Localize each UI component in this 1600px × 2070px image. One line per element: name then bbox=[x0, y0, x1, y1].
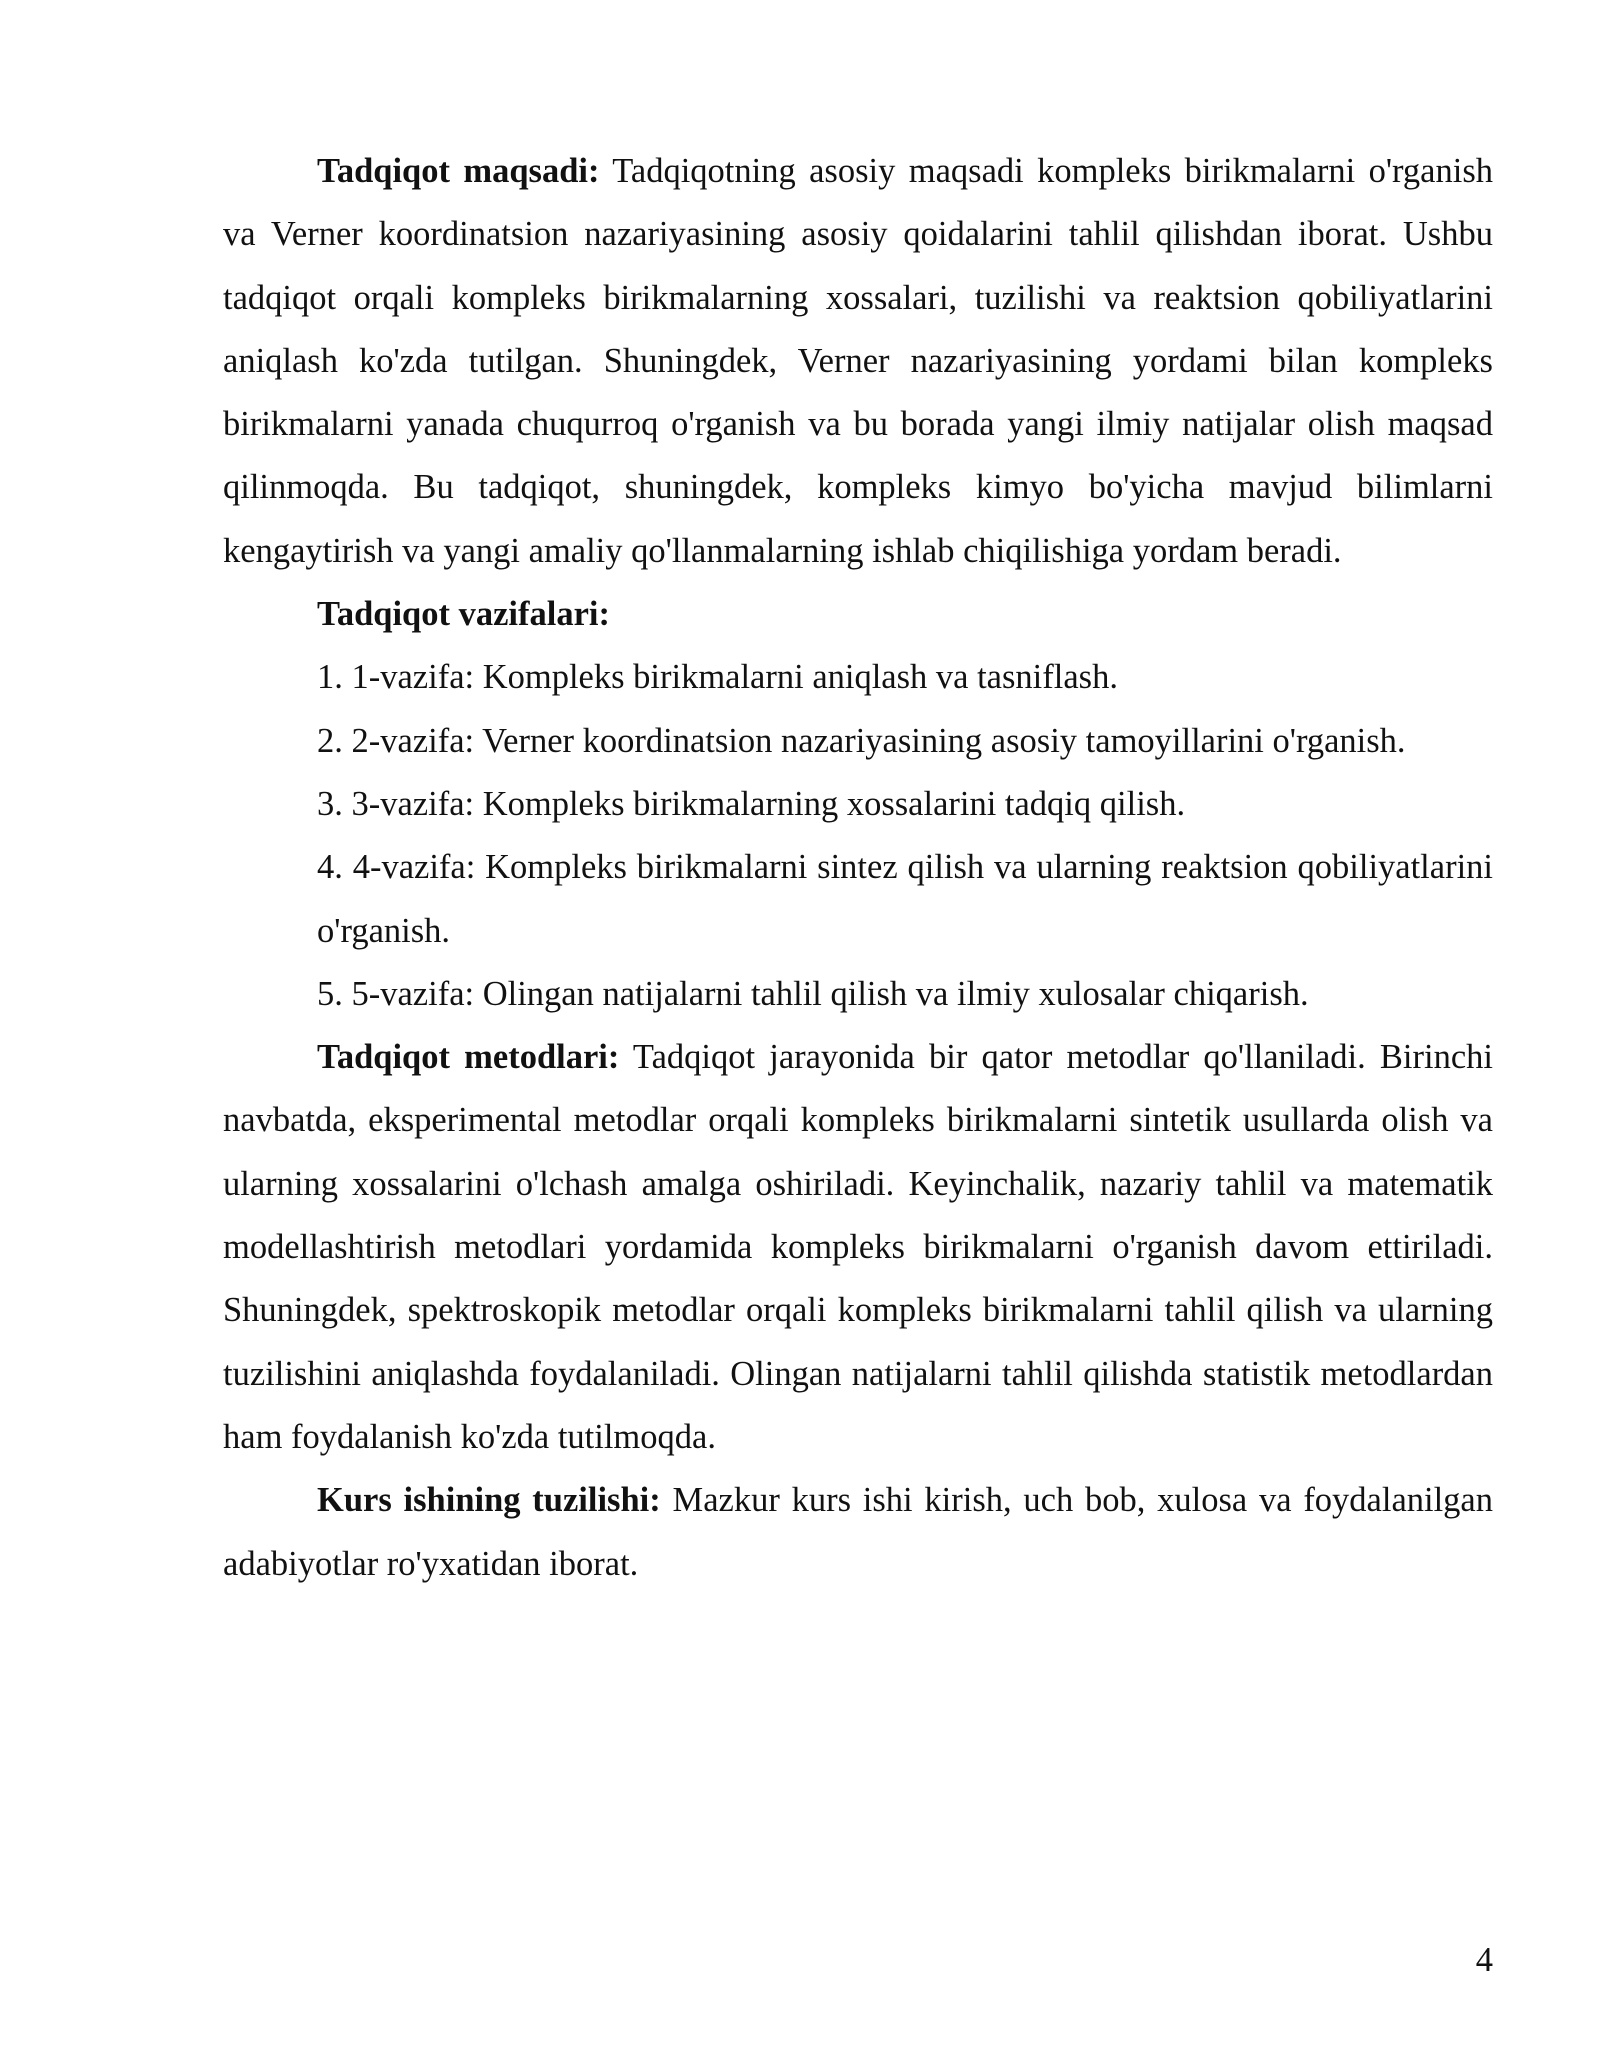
paragraph-research-tasks bbox=[223, 583, 1493, 646]
text-course-structure: Mazkur kurs ishi kirish, uch bob, xulosa va foydalanilgan adabiyotlar ro'yxatidan iborat. bbox=[223, 1481, 1493, 1583]
list-item: 4. 4-vazifa: Kompleks birikmalarni sintez qilish va ularning reaktsion qobiliyatlarini o'rganish. bbox=[317, 848, 1493, 950]
paragraph-research-goal bbox=[223, 140, 1493, 583]
heading-research-tasks: Tadqiqot vazifalari: bbox=[317, 595, 610, 634]
heading-research-goal: Tadqiqot maqsadi: bbox=[317, 152, 600, 190]
list-item: 3. 3-vazifa: Kompleks birikmalarning xossalarini tadqiq qilish. bbox=[317, 784, 1186, 823]
page-content bbox=[223, 140, 1493, 1596]
list-item: 1. 1-vazifa: Kompleks birikmalarni aniqlash va tasniflash. bbox=[317, 658, 1118, 697]
page-number: 4 bbox=[1475, 1941, 1493, 1979]
heading-course-structure: Kurs ishining tuzilishi: bbox=[317, 1481, 661, 1520]
text-research-methods: Tadqiqot jarayonida bir qator metodlar qo'llaniladi. Birinchi navbatda, eksperimental metodlar orqali kompleks birikmalarni sintetik usullarda olish va ularning xossalarini o'lchash amalga oshiriladi. Keyinchalik, nazariy tahlil va matematik modellashtirish metodlari yordamida kompleks birikmalarni o'rganish davom ettiriladi. Shuningdek, spektroskopik metodlar orqali kompleks birikmalarni tahlil qilish va ularning tuzilishini aniqlashda foydalaniladi. Olingan natijalarni tahlil qilishda statistik metodlardan ham foydalanish ko'zda tutilmoqda. bbox=[223, 1038, 1493, 1456]
list-item: 5. 5-vazifa: Olingan natijalarni tahlil qilish va ilmiy xulosalar chiqarish. bbox=[317, 974, 1309, 1013]
paragraph-course-structure bbox=[223, 1469, 1493, 1596]
list-item: 2. 2-vazifa: Verner koordinatsion nazariyasining asosiy tamoyillarini o'rganish. bbox=[317, 721, 1406, 760]
heading-research-methods: Tadqiqot metodlari: bbox=[317, 1038, 620, 1077]
text-research-goal: Tadqiqotning asosiy maqsadi kompleks birikmalarni o'rganish va Verner koordinatsion nazariyasining asosiy qoidalarini tahlil qilishdan iborat. Ushbu tadqiqot orqali kompleks birikmalarning xossalari, tuzilishi va reaktsion qobiliyatlarini aniqlash ko'zda tutilgan. Shuningdek, Verner nazariyasining yordami bilan kompleks birikmalarni yanada chuqurroq o'rganish va bu borada yangi ilmiy natijalar olish maqsad qilinmoqda. Bu tadqiqot, shuningdek, kompleks kimyo bo'yicha mavjud bilimlarni kengaytirish va yangi amaliy qo'llanmalarning ishlab chiqilishiga yordam beradi. bbox=[223, 152, 1493, 570]
paragraph-research-methods bbox=[223, 1026, 1493, 1469]
